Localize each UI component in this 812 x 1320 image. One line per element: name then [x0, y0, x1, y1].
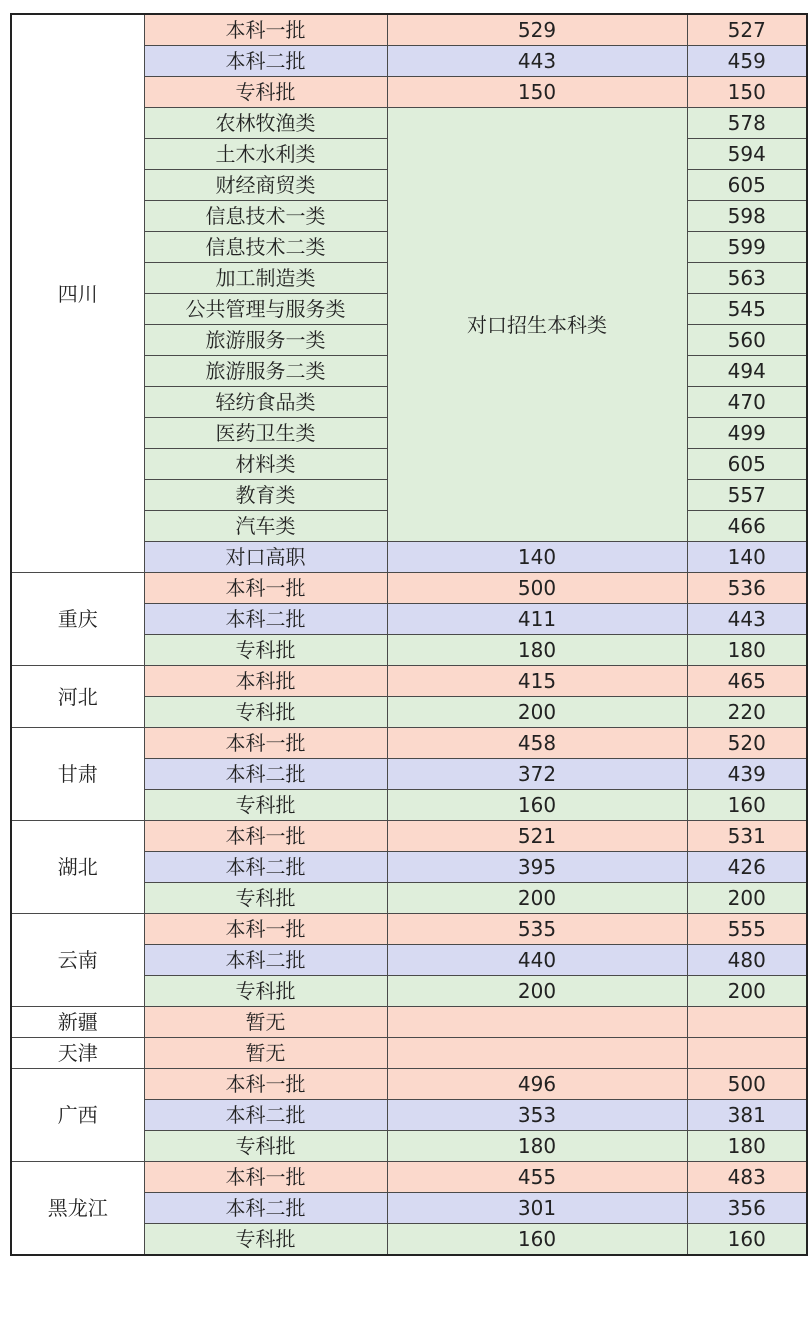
batch-cell: 本科一批: [144, 728, 387, 759]
batch-cell: 本科二批: [144, 1193, 387, 1224]
table-row: [11, 573, 807, 604]
batch-cell: 本科二批: [144, 945, 387, 976]
batch-cell: 财经商贸类: [144, 170, 387, 201]
score-cell: 160: [687, 1224, 807, 1256]
score-cell: 459: [687, 46, 807, 77]
table-row: [11, 1162, 807, 1193]
score-cell: 140: [687, 542, 807, 573]
score-cell: 150: [687, 77, 807, 108]
batch-cell: 本科二批: [144, 759, 387, 790]
province-name-cell: 湖北: [11, 821, 144, 914]
batch-cell: 本科二批: [144, 852, 387, 883]
score-cell: 372: [387, 759, 687, 790]
score-cell: 536: [687, 573, 807, 604]
batch-cell: 材料类: [144, 449, 387, 480]
score-cell: 443: [387, 46, 687, 77]
province-name-cell: 甘肃: [11, 728, 144, 821]
table-row: [11, 914, 807, 945]
score-cell: 500: [687, 1069, 807, 1100]
score-cell: 535: [387, 914, 687, 945]
batch-cell: 本科一批: [144, 14, 387, 46]
score-cell: 563: [687, 263, 807, 294]
score-cell: 455: [387, 1162, 687, 1193]
province-name-cell: 重庆: [11, 573, 144, 666]
score-cell: 411: [387, 604, 687, 635]
score-cell: 415: [387, 666, 687, 697]
score-cell: 458: [387, 728, 687, 759]
score-cell: 560: [687, 325, 807, 356]
batch-cell: 本科一批: [144, 914, 387, 945]
batch-cell: 信息技术二类: [144, 232, 387, 263]
score-cell: 356: [687, 1193, 807, 1224]
category-merged-cell: 对口招生本科类: [387, 108, 687, 542]
score-cell: 599: [687, 232, 807, 263]
score-cell: 220: [687, 697, 807, 728]
score-cell: [687, 1007, 807, 1038]
score-cell: 499: [687, 418, 807, 449]
score-cell: 470: [687, 387, 807, 418]
batch-cell: 本科一批: [144, 573, 387, 604]
batch-cell: 专科批: [144, 697, 387, 728]
batch-cell: 汽车类: [144, 511, 387, 542]
batch-cell: 信息技术一类: [144, 201, 387, 232]
score-cell: 439: [687, 759, 807, 790]
score-cell: 557: [687, 480, 807, 511]
score-cell: 200: [387, 976, 687, 1007]
batch-cell: 专科批: [144, 77, 387, 108]
score-cell: 140: [387, 542, 687, 573]
score-cell: 520: [687, 728, 807, 759]
score-cell: 480: [687, 945, 807, 976]
score-cell: 605: [687, 170, 807, 201]
batch-cell: 本科二批: [144, 1100, 387, 1131]
batch-cell: 医药卫生类: [144, 418, 387, 449]
province-name-cell: 四川: [11, 14, 144, 573]
score-cell: 494: [687, 356, 807, 387]
batch-cell: 旅游服务二类: [144, 356, 387, 387]
batch-cell: 本科二批: [144, 604, 387, 635]
score-cell: 150: [387, 77, 687, 108]
score-cell: [387, 1038, 687, 1069]
score-cell: 440: [387, 945, 687, 976]
batch-cell: 轻纺食品类: [144, 387, 387, 418]
score-cell: 555: [687, 914, 807, 945]
batch-cell: 专科批: [144, 1224, 387, 1256]
score-cell: 160: [687, 790, 807, 821]
score-cell: 443: [687, 604, 807, 635]
score-table: [10, 13, 808, 1256]
score-cell: 465: [687, 666, 807, 697]
score-cell: 160: [387, 790, 687, 821]
batch-cell: 本科二批: [144, 46, 387, 77]
score-cell: [687, 1038, 807, 1069]
batch-cell: 本科一批: [144, 1069, 387, 1100]
score-table-body: [11, 14, 807, 1255]
score-cell: 527: [687, 14, 807, 46]
batch-cell: 专科批: [144, 976, 387, 1007]
table-row: [11, 1038, 807, 1069]
score-cell: 483: [687, 1162, 807, 1193]
table-row: [11, 821, 807, 852]
score-cell: 605: [687, 449, 807, 480]
score-cell: 598: [687, 201, 807, 232]
batch-cell: 公共管理与服务类: [144, 294, 387, 325]
score-cell: 395: [387, 852, 687, 883]
score-cell: 353: [387, 1100, 687, 1131]
table-row: [11, 728, 807, 759]
score-cell: 496: [387, 1069, 687, 1100]
score-cell: 180: [687, 1131, 807, 1162]
score-cell: 301: [387, 1193, 687, 1224]
batch-cell: 专科批: [144, 790, 387, 821]
batch-cell: 农林牧渔类: [144, 108, 387, 139]
batch-cell: 专科批: [144, 635, 387, 666]
score-cell: 500: [387, 573, 687, 604]
table-row: [11, 1069, 807, 1100]
province-name-cell: 天津: [11, 1038, 144, 1069]
batch-cell: 旅游服务一类: [144, 325, 387, 356]
score-cell: [387, 1007, 687, 1038]
batch-cell: 土木水利类: [144, 139, 387, 170]
score-cell: 200: [387, 697, 687, 728]
batch-cell: 暂无: [144, 1038, 387, 1069]
score-cell: 180: [687, 635, 807, 666]
batch-cell: 本科一批: [144, 1162, 387, 1193]
province-name-cell: 河北: [11, 666, 144, 728]
score-cell: 521: [387, 821, 687, 852]
score-cell: 160: [387, 1224, 687, 1256]
batch-cell: 本科批: [144, 666, 387, 697]
score-table-wrapper: [10, 13, 806, 1256]
score-cell: 545: [687, 294, 807, 325]
score-cell: 426: [687, 852, 807, 883]
score-cell: 466: [687, 511, 807, 542]
batch-cell: 暂无: [144, 1007, 387, 1038]
score-cell: 200: [687, 976, 807, 1007]
score-cell: 180: [387, 635, 687, 666]
score-cell: 180: [387, 1131, 687, 1162]
score-cell: 381: [687, 1100, 807, 1131]
batch-cell: 加工制造类: [144, 263, 387, 294]
table-row: [11, 1007, 807, 1038]
score-cell: 200: [387, 883, 687, 914]
batch-cell: 本科一批: [144, 821, 387, 852]
batch-cell: 专科批: [144, 1131, 387, 1162]
batch-cell: 对口高职: [144, 542, 387, 573]
batch-cell: 专科批: [144, 883, 387, 914]
table-row: [11, 666, 807, 697]
score-cell: 531: [687, 821, 807, 852]
table-row: [11, 14, 807, 46]
province-name-cell: 云南: [11, 914, 144, 1007]
score-cell: 594: [687, 139, 807, 170]
score-cell: 529: [387, 14, 687, 46]
province-name-cell: 黑龙江: [11, 1162, 144, 1256]
province-name-cell: 广西: [11, 1069, 144, 1162]
batch-cell: 教育类: [144, 480, 387, 511]
province-name-cell: 新疆: [11, 1007, 144, 1038]
score-cell: 200: [687, 883, 807, 914]
score-cell: 578: [687, 108, 807, 139]
